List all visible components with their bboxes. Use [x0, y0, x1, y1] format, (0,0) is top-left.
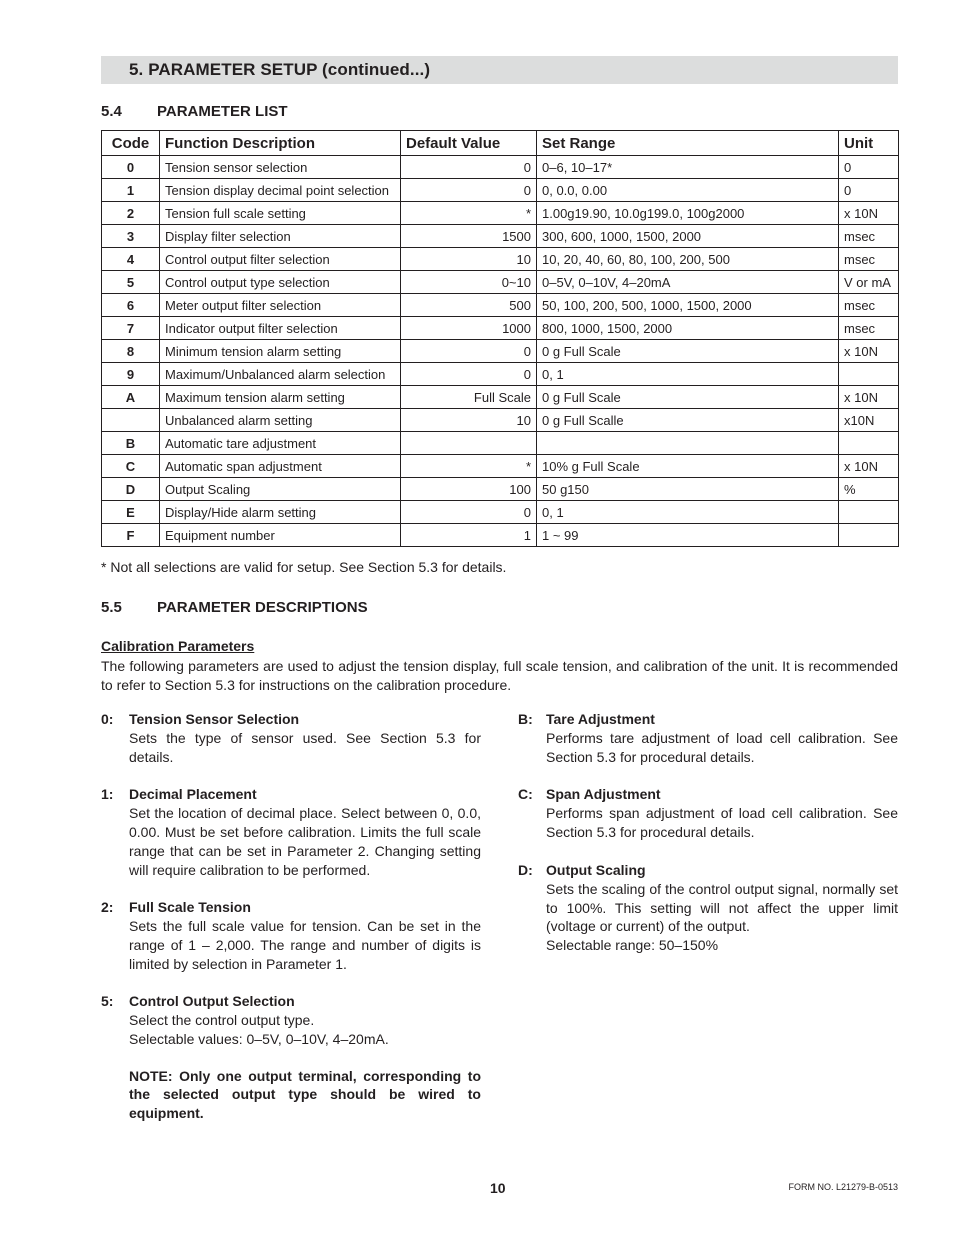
parameter-description-item	[518, 861, 898, 955]
cell-unit: V or mA	[839, 271, 899, 294]
section-54-number: 5.4	[101, 103, 122, 120]
description-text: Select the control output type.	[129, 1012, 315, 1029]
cell-unit: %	[839, 478, 899, 501]
cell-description: Control output filter selection	[160, 248, 401, 271]
table-row	[102, 386, 899, 409]
parameter-code: 5:	[101, 993, 114, 1010]
cell-range: 10% g Full Scale	[537, 455, 839, 478]
parameter-description-heading	[518, 710, 898, 729]
parameter-title: Span Adjustment	[546, 786, 661, 803]
cell-code: F	[102, 524, 160, 547]
cell-code: 7	[102, 317, 160, 340]
cell-default: 10	[401, 248, 537, 271]
cell-range: 50, 100, 200, 500, 1000, 1500, 2000	[537, 294, 839, 317]
parameter-description-heading	[101, 992, 481, 1011]
cell-code: B	[102, 432, 160, 455]
cell-code: E	[102, 501, 160, 524]
parameter-title: Tension Sensor Selection	[129, 711, 300, 727]
cell-range: 0–5V, 0–10V, 4–20mA	[537, 271, 839, 294]
description-text: Sets the scaling of the control output signal, normally set to 100%. This setting will not affect the upper limit (voltage or current) of the output.	[546, 880, 898, 935]
cell-code: D	[102, 478, 160, 501]
parameter-description-item	[101, 710, 481, 766]
cell-default: 10	[401, 409, 537, 432]
cell-code: A	[102, 386, 160, 409]
cell-range: 50 g150	[537, 478, 839, 501]
section-banner	[101, 56, 898, 84]
col-header-unit: Unit	[839, 131, 899, 156]
section-54-title: PARAMETER LIST	[157, 103, 288, 120]
parameter-description-item	[518, 785, 898, 841]
table-row	[102, 432, 899, 455]
cell-unit: x 10N	[839, 386, 899, 409]
parameter-description-heading	[101, 785, 481, 804]
table-row	[102, 409, 899, 432]
description-text: Selectable values: 0–5V, 0–10V, 4–20mA.	[129, 1031, 389, 1048]
description-text: Set the location of decimal place. Select between 0, 0.0, 0.00. Must be set before calibration. Limits the full scale range that can be set in Parameter 2. Changing setting will require calibration to be performed.	[129, 805, 481, 878]
description-text: Sets the full scale value for tension. Can be set in the range of 1 – 2,000. The range and number of digits is limited by selection in Parameter 1.	[129, 918, 481, 972]
col-header-default: Default Value	[401, 131, 537, 156]
table-row	[102, 294, 899, 317]
right-column	[518, 710, 898, 974]
cell-description: Maximum tension alarm setting	[160, 386, 401, 409]
table-header-row	[102, 131, 899, 156]
parameter-description-body	[129, 804, 481, 879]
cell-description: Maximum/Unbalanced alarm selection	[160, 363, 401, 386]
cell-default: 0	[401, 179, 537, 202]
cell-unit: msec	[839, 225, 899, 248]
table-footnote: * Not all selections are valid for setup. See Section 5.3 for details.	[101, 559, 507, 575]
cell-default: 1500	[401, 225, 537, 248]
cell-unit	[839, 524, 899, 547]
description-text: Performs tare adjustment of load cell calibration. See Section 5.3 for procedural details.	[546, 730, 898, 765]
table-row	[102, 225, 899, 248]
parameter-description-body	[546, 880, 898, 955]
parameter-description-body	[129, 1011, 481, 1048]
cell-default: Full Scale	[401, 386, 537, 409]
col-header-range: Set Range	[537, 131, 839, 156]
cell-range: 0, 1	[537, 501, 839, 524]
parameter-title: Full Scale Tension	[129, 899, 251, 916]
cell-default: 0	[401, 156, 537, 179]
cell-range: 0 g Full Scale	[537, 340, 839, 363]
description-text: Selectable range: 50–150%	[546, 936, 719, 953]
cell-default: 0	[401, 501, 537, 524]
cell-default: *	[401, 202, 537, 225]
cell-description: Display filter selection	[160, 225, 401, 248]
cell-description: Indicator output filter selection	[160, 317, 401, 340]
calibration-heading: Calibration Parameters	[101, 638, 255, 654]
form-number: FORM NO. L21279-B-0513	[788, 1182, 898, 1192]
table-row	[102, 179, 899, 202]
cell-unit: 0	[839, 156, 899, 179]
left-column	[101, 710, 481, 1142]
cell-description: Equipment number	[160, 524, 401, 547]
cell-description: Tension full scale setting	[160, 202, 401, 225]
calibration-intro: The following parameters are used to adjust the tension display, full scale tension, and calibration of the unit. It is recommended to refer to Section 5.3 for instructions on the calibration procedure.	[101, 658, 898, 693]
table-row	[102, 455, 899, 478]
cell-code: 2	[102, 202, 160, 225]
cell-code: 8	[102, 340, 160, 363]
cell-range: 0–6, 10–17*	[537, 156, 839, 179]
cell-code: 3	[102, 225, 160, 248]
parameter-description-item	[101, 785, 481, 879]
cell-default: 100	[401, 478, 537, 501]
cell-description: Output Scaling	[160, 478, 401, 501]
col-header-description: Function Description	[160, 131, 401, 156]
page-number: 10	[490, 1180, 506, 1196]
parameter-description-body	[546, 729, 898, 766]
cell-unit: msec	[839, 248, 899, 271]
cell-default: *	[401, 455, 537, 478]
cell-unit: msec	[839, 294, 899, 317]
cell-range: 10, 20, 40, 60, 80, 100, 200, 500	[537, 248, 839, 271]
parameter-description-heading	[518, 861, 898, 880]
wiring-note: NOTE: Only one output terminal, corresponding to the selected output type should be wired to equipment.	[129, 1067, 481, 1122]
cell-description: Automatic span adjustment	[160, 455, 401, 478]
cell-range: 0, 1	[537, 363, 839, 386]
table-row	[102, 202, 899, 225]
parameter-description-heading	[101, 898, 481, 917]
cell-unit	[839, 363, 899, 386]
cell-default: 0~10	[401, 271, 537, 294]
col-header-code: Code	[102, 131, 160, 156]
cell-description: Tension sensor selection	[160, 156, 401, 179]
parameter-title: Control Output Selection	[129, 993, 295, 1010]
section-55-number: 5.5	[101, 599, 122, 616]
cell-unit: msec	[839, 317, 899, 340]
cell-description: Unbalanced alarm setting	[160, 409, 401, 432]
parameter-code: B:	[518, 711, 533, 727]
cell-unit	[839, 501, 899, 524]
table-row	[102, 317, 899, 340]
cell-default: 500	[401, 294, 537, 317]
parameter-description-heading	[518, 785, 898, 804]
cell-description: Display/Hide alarm setting	[160, 501, 401, 524]
parameter-code: 0:	[101, 711, 114, 727]
cell-default: 0	[401, 340, 537, 363]
cell-default: 1000	[401, 317, 537, 340]
cell-unit: x10N	[839, 409, 899, 432]
cell-default: 1	[401, 524, 537, 547]
description-text: Sets the type of sensor used. See Section 5.3 for details.	[129, 730, 481, 765]
cell-default: 0	[401, 363, 537, 386]
cell-unit: x 10N	[839, 202, 899, 225]
table-row	[102, 478, 899, 501]
parameter-description-item	[101, 898, 481, 973]
parameter-description-body	[129, 729, 481, 766]
cell-description: Automatic tare adjustment	[160, 432, 401, 455]
cell-code	[102, 409, 160, 432]
cell-description: Minimum tension alarm setting	[160, 340, 401, 363]
cell-range: 0 g Full Scalle	[537, 409, 839, 432]
parameter-description-body	[129, 917, 481, 973]
table-row	[102, 156, 899, 179]
parameter-code: C:	[518, 786, 533, 803]
cell-range: 300, 600, 1000, 1500, 2000	[537, 225, 839, 248]
table-row	[102, 363, 899, 386]
banner-title: 5. PARAMETER SETUP (continued...)	[129, 60, 431, 79]
parameter-code: 1:	[101, 786, 114, 803]
cell-range: 1 ~ 99	[537, 524, 839, 547]
cell-unit: x 10N	[839, 340, 899, 363]
cell-code: 0	[102, 156, 160, 179]
table-row	[102, 524, 899, 547]
cell-range: 1.00g19.90, 10.0g199.0, 100g2000	[537, 202, 839, 225]
cell-range: 0, 0.0, 0.00	[537, 179, 839, 202]
table-row	[102, 501, 899, 524]
cell-code: 1	[102, 179, 160, 202]
table-row	[102, 271, 899, 294]
cell-default	[401, 432, 537, 455]
cell-unit: 0	[839, 179, 899, 202]
section-55-title: PARAMETER DESCRIPTIONS	[157, 599, 368, 616]
parameter-description-heading	[101, 710, 481, 729]
cell-description: Tension display decimal point selection	[160, 179, 401, 202]
parameter-title: Tare Adjustment	[546, 711, 655, 727]
cell-range: 800, 1000, 1500, 2000	[537, 317, 839, 340]
cell-code: 4	[102, 248, 160, 271]
cell-code: 6	[102, 294, 160, 317]
cell-code: 9	[102, 363, 160, 386]
cell-range: 0 g Full Scale	[537, 386, 839, 409]
parameter-description-body	[546, 804, 898, 841]
cell-description: Meter output filter selection	[160, 294, 401, 317]
cell-description: Control output type selection	[160, 271, 401, 294]
cell-range	[537, 432, 839, 455]
parameter-title: Output Scaling	[546, 861, 646, 878]
parameter-code: 2:	[101, 899, 114, 916]
cell-code: 5	[102, 271, 160, 294]
table-body	[102, 156, 899, 547]
parameter-table	[101, 130, 899, 547]
cell-unit: x 10N	[839, 455, 899, 478]
parameter-description-item	[101, 992, 481, 1123]
parameter-code: D:	[518, 861, 533, 878]
parameter-description-item	[518, 710, 898, 766]
table-row	[102, 248, 899, 271]
description-text: Performs span adjustment of load cell calibration. See Section 5.3 for procedural details.	[546, 805, 898, 841]
parameter-title: Decimal Placement	[129, 786, 257, 803]
table-row	[102, 340, 899, 363]
cell-unit	[839, 432, 899, 455]
cell-code: C	[102, 455, 160, 478]
